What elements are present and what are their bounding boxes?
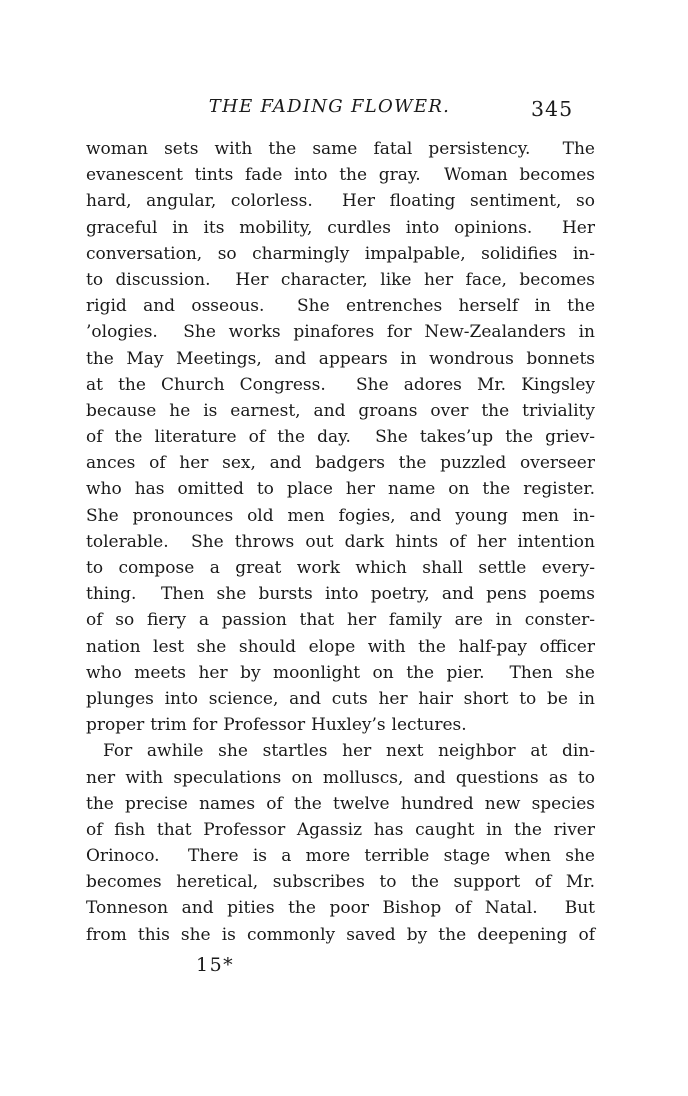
text-line: nation lest she should elope with the half-pay officer: [86, 636, 595, 657]
text-line: of so fiery a passion that her family are in conster-: [86, 610, 595, 631]
text-line: conversation, so charmingly impalpable, solidifies in-: [86, 243, 595, 264]
text-line: who meets her by moonlight on the pier. Then she: [86, 662, 595, 683]
text-line: of the literature of the day. She takes’up the griev-: [86, 427, 595, 448]
text-line: proper trim for Professor Huxley’s lectures.: [86, 715, 467, 736]
text-line: ’ologies. She works pinafores for New-Zealanders in: [86, 322, 595, 343]
text-line: ances of her sex, and badgers the puzzled overseer: [86, 453, 595, 474]
page-number: 345: [531, 97, 574, 121]
text-line: who has omitted to place her name on the register.: [86, 479, 595, 500]
text-line: because he is earnest, and groans over the triviality: [86, 400, 595, 421]
text-line: graceful in its mobility, curdles into opinions. Her: [86, 217, 595, 238]
text-line: tolerable. She throws out dark hints of her intention: [86, 531, 595, 552]
text-line: from this she is commonly saved by the deepening of: [86, 924, 595, 945]
running-title: THE FADING FLOWER.: [208, 96, 451, 117]
text-line: plunges into science, and cuts her hair short to be in: [86, 688, 595, 709]
text-line: at the Church Congress. She adores Mr. Kingsley: [86, 374, 595, 395]
text-line: of fish that Professor Agassiz has caught in the river: [86, 819, 595, 840]
text-line: ner with speculations on molluscs, and questions as to: [86, 767, 595, 788]
text-line: woman sets with the same fatal persistency. The: [86, 139, 595, 159]
text-line: the May Meetings, and appears in wondrous bonnets: [86, 348, 595, 369]
text-line: the precise names of the twelve hundred new species: [86, 793, 595, 814]
text-line: becomes heretical, subscribes to the support of Mr.: [86, 872, 595, 893]
text-line: Orinoco. There is a more terrible stage when she: [86, 846, 595, 867]
text-line: hard, angular, colorless. Her floating sentiment, so: [86, 191, 595, 212]
text-line: rigid and osseous. She entrenches herself in the: [86, 296, 595, 317]
text-line: Tonneson and pities the poor Bishop of Natal. But: [86, 898, 595, 919]
text-block: [86, 136, 595, 948]
text-line: For awhile she startles her next neighbor at din-: [103, 741, 595, 762]
text-line: evanescent tints fade into the gray. Woman becomes: [86, 165, 595, 186]
text-line: thing. Then she bursts into poetry, and pens poems: [86, 584, 595, 605]
text-line: She pronounces old men fogies, and young men in-: [86, 505, 595, 526]
text-line: to discussion. Her character, like her face, becomes: [86, 269, 595, 290]
text-line: to compose a great work which shall settle every-: [86, 558, 595, 578]
signature-mark: 15*: [196, 954, 235, 976]
